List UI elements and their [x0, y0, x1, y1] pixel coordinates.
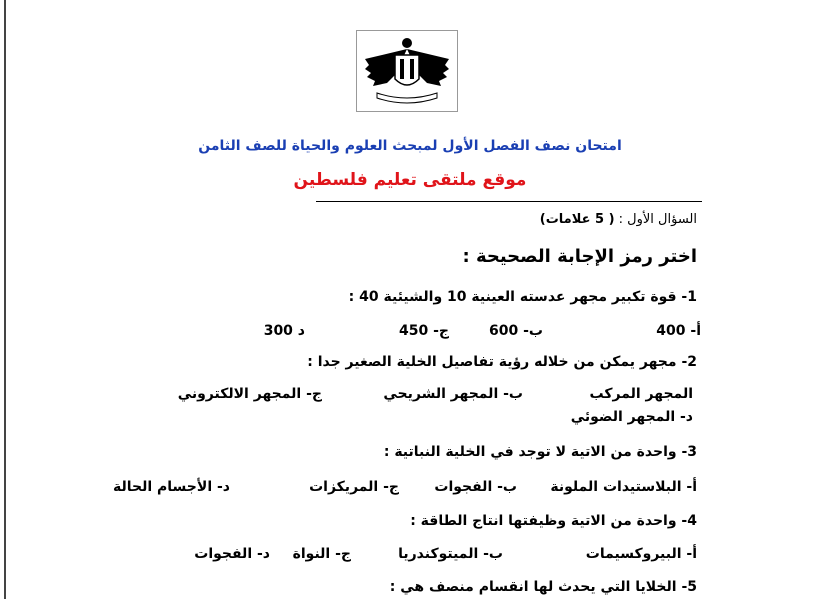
q1-option-b: ب- 600	[489, 323, 543, 339]
instruction-text: اختر رمز الإجابة الصحيحة :	[462, 246, 697, 267]
section-marks: ( 5 علامات)	[539, 212, 615, 227]
q2-option-d: د- المجهر الضوئي	[570, 409, 693, 425]
q4-option-c: ج- النواة	[292, 546, 351, 562]
site-name: موقع ملتقى تعليم فلسطين	[293, 170, 527, 190]
question-4: 4- واحدة من الاتية وظيفتها انتاج الطاقة :	[410, 513, 697, 529]
q2-option-b: ب- المجهر الشريحي	[383, 386, 523, 402]
q2-option-c: ج- المجهر الالكتروني	[177, 386, 322, 402]
emblem-logo	[356, 30, 458, 112]
header-divider	[316, 201, 702, 202]
q4-option-d: د- الفجوات	[194, 546, 270, 562]
q3-option-c: ج- المريكزات	[309, 479, 399, 495]
eagle-emblem-icon	[357, 31, 457, 111]
page-border-line	[4, 0, 6, 599]
q1-option-d: د 300	[263, 323, 305, 339]
q3-option-d: د- الأجسام الحالة	[113, 479, 230, 495]
q4-option-a: أ- البيروكسيمات	[585, 546, 697, 562]
question-3: 3- واحدة من الاتية لا توجد في الخلية النباتية :	[383, 444, 697, 460]
question-2: 2- مجهر يمكن من خلاله رؤية تفاصيل الخلية الصغير جدا :	[307, 354, 697, 370]
section-header	[540, 212, 697, 227]
q4-option-b: ب- الميتوكندريا	[398, 546, 503, 562]
question-5: 5- الخلايا التي يحدث لها انقسام منصف هي :	[389, 579, 697, 595]
q1-option-c: ج- 450	[398, 323, 449, 339]
q3-option-b: ب- الفجوات	[434, 479, 517, 495]
question-1: 1- قوة تكبير مجهر عدسته العينية 10 والشيئية 40 :	[348, 289, 697, 305]
q3-option-a: أ- البلاستيدات الملونة	[550, 479, 697, 495]
q2-option-a: المجهر المركب	[589, 386, 693, 402]
section-label: السؤال الأول :	[618, 212, 697, 227]
q1-option-a: أ- 400	[656, 323, 701, 339]
exam-title: امتحان نصف الفصل الأول لمبحث العلوم والحياة للصف الثامن	[198, 138, 622, 154]
